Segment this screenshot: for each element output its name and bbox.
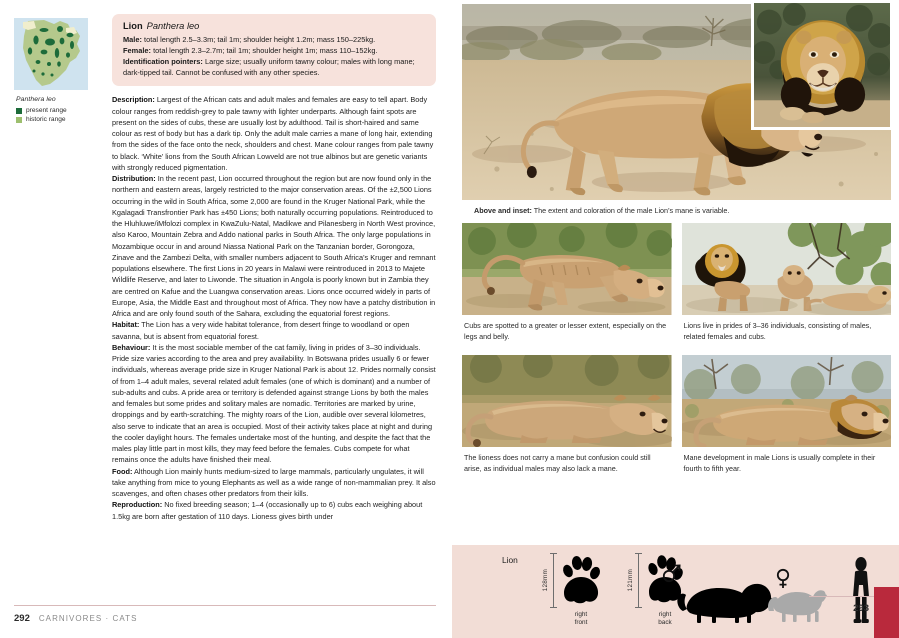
- species-common-name: Lion: [123, 21, 143, 31]
- section-text-reproduction: No fixed breeding season; 1–4 (occasionally up to 6) cubs each weighing about 1.5kg are born after gestation of 110 days. Lioness gives birth under: [112, 500, 423, 521]
- summary-female-line: [123, 45, 425, 56]
- map-svg: [14, 18, 88, 90]
- legend-label-historic: historic range: [26, 116, 66, 123]
- section-reproduction: [112, 499, 436, 522]
- section-text-description: Largest of the African cats and adult males and females are easy to tell apart. Body colour ranges from reddish-grey to pale tawny with lighter underparts. Although faint spots are present on the sides of cubs, these are usually lost by adulthood. Tail is short-haired and same colour as rest of body but has a dark tip. Only the adult male carries a mane of long hair, extending from the sides of the face onto the neck, shoulders and chest. Mane colour ranges from pale tawny to black. ‘White’ lions from the South African Lowveld are not true albinos but are genetic variants with strongly reduced pigmentation.: [112, 95, 434, 172]
- legend-label-present: present range: [26, 107, 67, 114]
- map-scientific-name: Panthera leo: [16, 96, 56, 103]
- right-folio-divider: [809, 596, 881, 597]
- hero-caption-text: The extent and coloration of the male Lion’s mane is variable.: [531, 206, 730, 215]
- species-text-column: [112, 14, 436, 522]
- left-page-footer: [14, 605, 436, 624]
- photo-caption-lioness: The lioness does not carry a mane but confusion could still arise, as individual males may also lack a mane.: [464, 453, 651, 473]
- photo-cell-pride: [682, 223, 892, 351]
- legend-swatch-historic-icon: [16, 117, 22, 123]
- human-scale-silhouette-icon: [844, 555, 878, 627]
- track-info-panel: [452, 545, 899, 638]
- photo-young-male-mane-development: [682, 355, 892, 447]
- footer-divider: [14, 605, 436, 606]
- spoor-back-dimension-bar: [635, 553, 642, 608]
- distribution-map-column: [14, 14, 102, 522]
- species-title: [123, 21, 425, 31]
- section-text-food: Although Lion mainly hunts medium-sized to large mammals, particularly ungulates, it will take anything from mice to young Elephants as well as a wide range of non-mammalian prey. It also scavenges, and often chases other predators from their kills.: [112, 466, 436, 499]
- spoor-back-caption-line1: right: [658, 611, 672, 618]
- summary-male-text: total length 2.5–3.3m; tail 1m; shoulder height 1.2m; mass 150–225kg.: [144, 34, 376, 44]
- summary-female-text: total length 2.3–2.7m; tail 1m; shoulder height 1m; mass 110–152kg.: [153, 45, 378, 55]
- lioness-silhouette-icon: [768, 590, 827, 622]
- photo-cell-lioness: [462, 355, 672, 483]
- section-heading-distribution: Distribution:: [112, 174, 156, 184]
- photo-grid-row-1: [462, 223, 891, 351]
- spoor-back-measurement: 121mm: [627, 569, 634, 592]
- section-text-behaviour: It is the most sociable member of the cat family, living in prides of 3–30 individuals. Pride size varies according to the area and prey availability. In Botswana prides usually 6 or fewer individuals, whereas average pride size in Kruger National Park is about 12. Prides normally consist of from 1–4 adult males, several related adult females (one of which is dominant) and a number of sub-adults and cubs. A pride area or territory is defended against strange Lions by both the males and females but some prides and solitary males are nomadic. Territories are marked by urine, droppings and by earth-scratching. The mighty roars of the Lion, audible over several kilometres, also serve to indicate that an area is occupied. Most of their activity takes place at night and during the cooler daylight hours. The females undertake most of the hunting, and despite the fact that the males play little part in most kills, they may feed before the females. Cubs compete for what remains once the adults have finished their meal.: [112, 342, 436, 465]
- summary-pointers-line: [123, 56, 425, 78]
- summary-male-line: [123, 34, 425, 45]
- right-page: [452, 0, 899, 638]
- section-heading-description: Description:: [112, 95, 155, 105]
- section-food: [112, 466, 436, 500]
- section-behaviour: [112, 342, 436, 466]
- section-text-distribution: In the recent past, Lion occurred throughout the region but are now found only in the northern and eastern areas, largely restricted to the major conservation areas. Of the ±2,500 Lions occurring in the wild in South Africa, some 2,000 are found in the Kruger National Park, while the Kgalagadi Transfrontier Park has ±450 Lions; both naturally occurring populations. Reintroduced to the Hluhluwe/iMfolozi complex in KwaZulu-Natal, Madikwe and Pilanesberg in North West province, also Karoo, Mountain Zebra and Addo national parks in South Africa. The only large populations in Mozambique occur in and around Niassa National Park on the Tanzanian border, Gorongoza, Zinave and the Zambezi Delta, with smaller numbers adjacent to South Africa’s Kruger and remnant populations elsewhere. The first Lions in 20 years in Malawi were reintroduced in 2013 to Majete Wildlife Reserve, and later to Liwonde. The situation in Angola is poorly known but in Zambia they are centred on Kafue and the Luangwa conservation areas. Lions once occurred widely in parts of Europe, Asia, the Middle East and throughout most of Africa. They now have a patchy distribution in Africa and are only found south of the Sahara, excluding the equatorial forest regions.: [112, 174, 436, 319]
- hero-photo-caption: [462, 200, 891, 223]
- spoor-front-measurement: 128mm: [542, 569, 549, 592]
- map-legend-item-present: [16, 107, 102, 114]
- section-heading-reproduction: Reproduction:: [112, 500, 163, 510]
- summary-pointers-label: Identification pointers:: [123, 56, 203, 66]
- photo-grid-row-2: [462, 355, 891, 483]
- spoor-front-caption: [575, 611, 588, 628]
- legend-swatch-present-icon: [16, 108, 22, 114]
- photo-caption-pride: Lions live in prides of 3–36 individuals, consisting of males, related females and cubs.: [683, 321, 872, 341]
- photo-cub-stretching: [462, 223, 672, 315]
- inset-photo-male-lion-portrait: [751, 0, 893, 130]
- species-scientific-name: Panthera leo: [146, 21, 200, 31]
- photo-stack: [462, 4, 891, 483]
- spoor-right-front: [542, 553, 601, 628]
- distribution-map: [14, 18, 88, 90]
- section-text-habitat: The Lion has a very wide habitat tolerance, from desert fringe to woodland or open savanna, but is absent from equatorial forest.: [112, 320, 410, 341]
- male-symbol-icon: [664, 565, 680, 581]
- summary-male-label: Male:: [123, 34, 142, 44]
- section-heading-habitat: Habitat:: [112, 320, 140, 330]
- left-page-number: 292: [14, 613, 30, 624]
- photo-cell-cub: [462, 223, 672, 351]
- summary-pointers-text: Large size; usually uniform tawny colour; males with long mane; dark-tipped tail. Cannot be confused with any other species.: [123, 56, 415, 78]
- section-description: [112, 94, 436, 173]
- female-symbol-icon: [778, 570, 788, 588]
- male-lion-silhouette-icon: [677, 584, 775, 623]
- photo-caption-cub: Cubs are spotted to a greater or lesser extent, especially on the legs and belly.: [464, 321, 667, 341]
- paw-print-front-icon: [561, 553, 601, 608]
- hero-photo-wrap: [462, 4, 891, 200]
- species-account-body: [112, 94, 436, 522]
- photo-cell-mane-development: [682, 355, 892, 483]
- summary-female-label: Female:: [123, 45, 152, 55]
- species-summary-box: [112, 14, 436, 86]
- photo-pride-male-and-lionesses: [682, 223, 892, 315]
- map-legend-item-historic: [16, 116, 102, 123]
- hero-caption-lead: Above and inset:: [474, 206, 532, 215]
- running-head: CARNIVORES · CATS: [38, 614, 138, 623]
- spoor-front-dimension-bar: [550, 553, 557, 608]
- photo-caption-mane-development: Mane development in male Lions is usually complete in their fourth to fifth year.: [683, 453, 876, 473]
- spoor-back-caption-line2: back: [658, 619, 672, 627]
- section-heading-food: Food:: [112, 466, 133, 476]
- spoor-front-caption-line2: front: [574, 619, 588, 627]
- section-heading-behaviour: Behaviour:: [112, 342, 151, 352]
- size-comparison-silhouettes: [657, 559, 827, 630]
- section-color-tab: [874, 587, 899, 638]
- right-page-number: 293: [853, 603, 869, 614]
- spoor-front-caption-line1: right: [574, 611, 588, 618]
- photo-lioness-without-mane: [462, 355, 672, 447]
- section-distribution: [112, 173, 436, 319]
- panel-species-label: Lion: [502, 555, 518, 565]
- section-habitat: [112, 319, 436, 342]
